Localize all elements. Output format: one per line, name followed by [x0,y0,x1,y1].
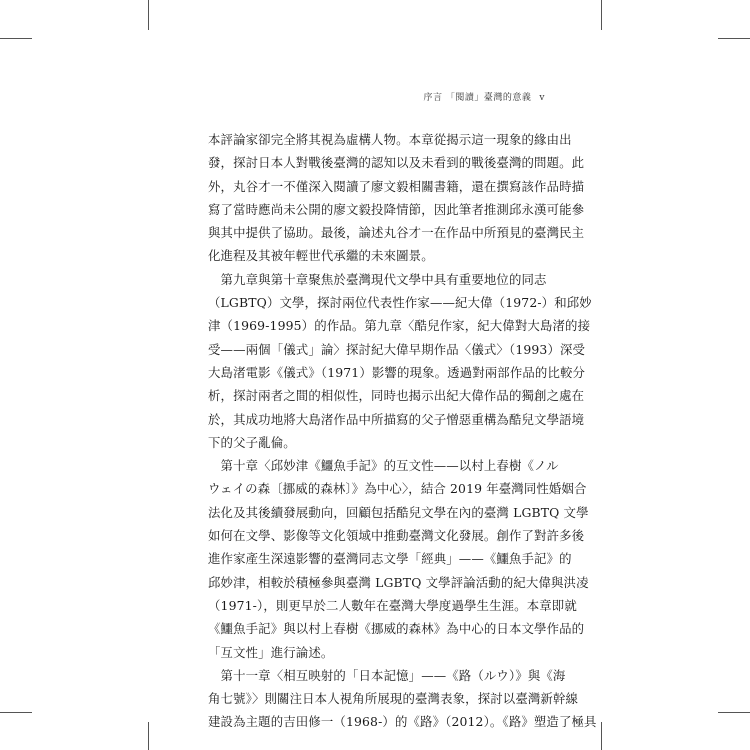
text-line: 津（1969-1995）的作品。第九章〈酷兒作家，紀大偉對大島渚的接 [208,318,591,334]
text-line: 角七號》〉則關注日本人視角所展現的臺灣表象，探討以臺灣新幹線 [208,691,579,707]
text-line: ウェイの森〔挪威的森林〕》為中心〉，結合 2019 年臺灣同性婚姻合 [208,481,587,497]
page-number: v [539,93,545,103]
text-line: 化進程及其被年輕世代承繼的未來圖景。 [208,248,434,264]
body-text [208,128,597,734]
text-line: 進作家產生深遠影響的臺灣同志文學「經典」——《鱷魚手記》的 [208,551,572,567]
text-line: 如何在文學、影像等文化領域中推動臺灣文化發展。創作了對許多後 [208,528,585,544]
text-line: 「互文性」進行論述。 [208,644,334,660]
text-line: 法化及其後續發展動向，回顧包括酷兒文學在內的臺灣 LGBTQ 文學 [208,504,589,520]
running-head-title: 序言 「閱讀」臺灣的意義 [423,93,532,103]
running-head [400,90,545,103]
crop-mark-right-bottom [718,712,750,713]
text-line: 建設為主題的吉田修一（1968-）的《路》（2012）。《路》塑造了極具 [208,714,597,730]
crop-mark-right-top [718,38,750,39]
crop-mark-bottom-left [148,722,149,750]
crop-mark-top-right [601,0,602,30]
text-line: 於，其成功地將大島渚作品中所描寫的父子憎惡重構為酷兒文學語境 [208,411,585,427]
text-line: 外，丸谷才一不僅深入閱讀了廖文毅相關書籍，還在撰寫該作品時描 [208,178,585,194]
text-line: 與其中提供了協助。最後，論述丸谷才一在作品中所預見的臺灣民主 [208,225,585,241]
text-line: 受——兩個「儀式」論〉探討紀大偉早期作品〈儀式〉（1993）深受 [208,341,586,357]
text-line: 第九章與第十章聚焦於臺灣現代文學中具有重要地位的同志 [208,271,547,287]
text-line: 析，探討兩者之間的相似性，同時也揭示出紀大偉作品的獨創之處在 [208,388,585,404]
crop-mark-left-top [0,38,32,39]
crop-mark-left-bottom [0,712,32,713]
text-line: 寫了當時應尚未公開的廖文毅投降情節，因此筆者推測邱永漢可能參 [208,201,585,217]
text-line: （LGBTQ）文學，探討兩位代表性作家——紀大偉（1972-）和邱妙 [208,295,592,311]
crop-mark-bottom-right [601,722,602,750]
crop-mark-top-left [148,0,149,30]
text-line: 發，探討日本人對戰後臺灣的認知以及未看到的戰後臺灣的問題。此 [208,155,585,171]
text-line: （1971-），則更早於二人數年在臺灣大學度過學生生涯。本章即就 [208,597,577,613]
text-line: 第十一章〈相互映射的「日本記憶」——《路（ルウ）》與《海 [208,667,566,683]
text-line: 大島渚電影《儀式》（1971）影響的現象。透過對兩部作品的比較分 [208,364,586,380]
text-line: 本評論家卻完全將其視為虛構人物。本章從揭示這一現象的緣由出 [208,132,572,147]
text-line: 《鱷魚手記》與以村上春樹《挪威的森林》為中心的日本文學作品的 [208,621,585,637]
text-line: 邱妙津，相較於積極參與臺灣 LGBTQ 文學評論活動的紀大偉與洪凌 [208,574,589,590]
text-line: 下的父子亂倫。 [208,434,296,450]
text-line: 第十章〈邱妙津《鱷魚手記》的互文性——以村上春樹《ノル [208,458,559,474]
